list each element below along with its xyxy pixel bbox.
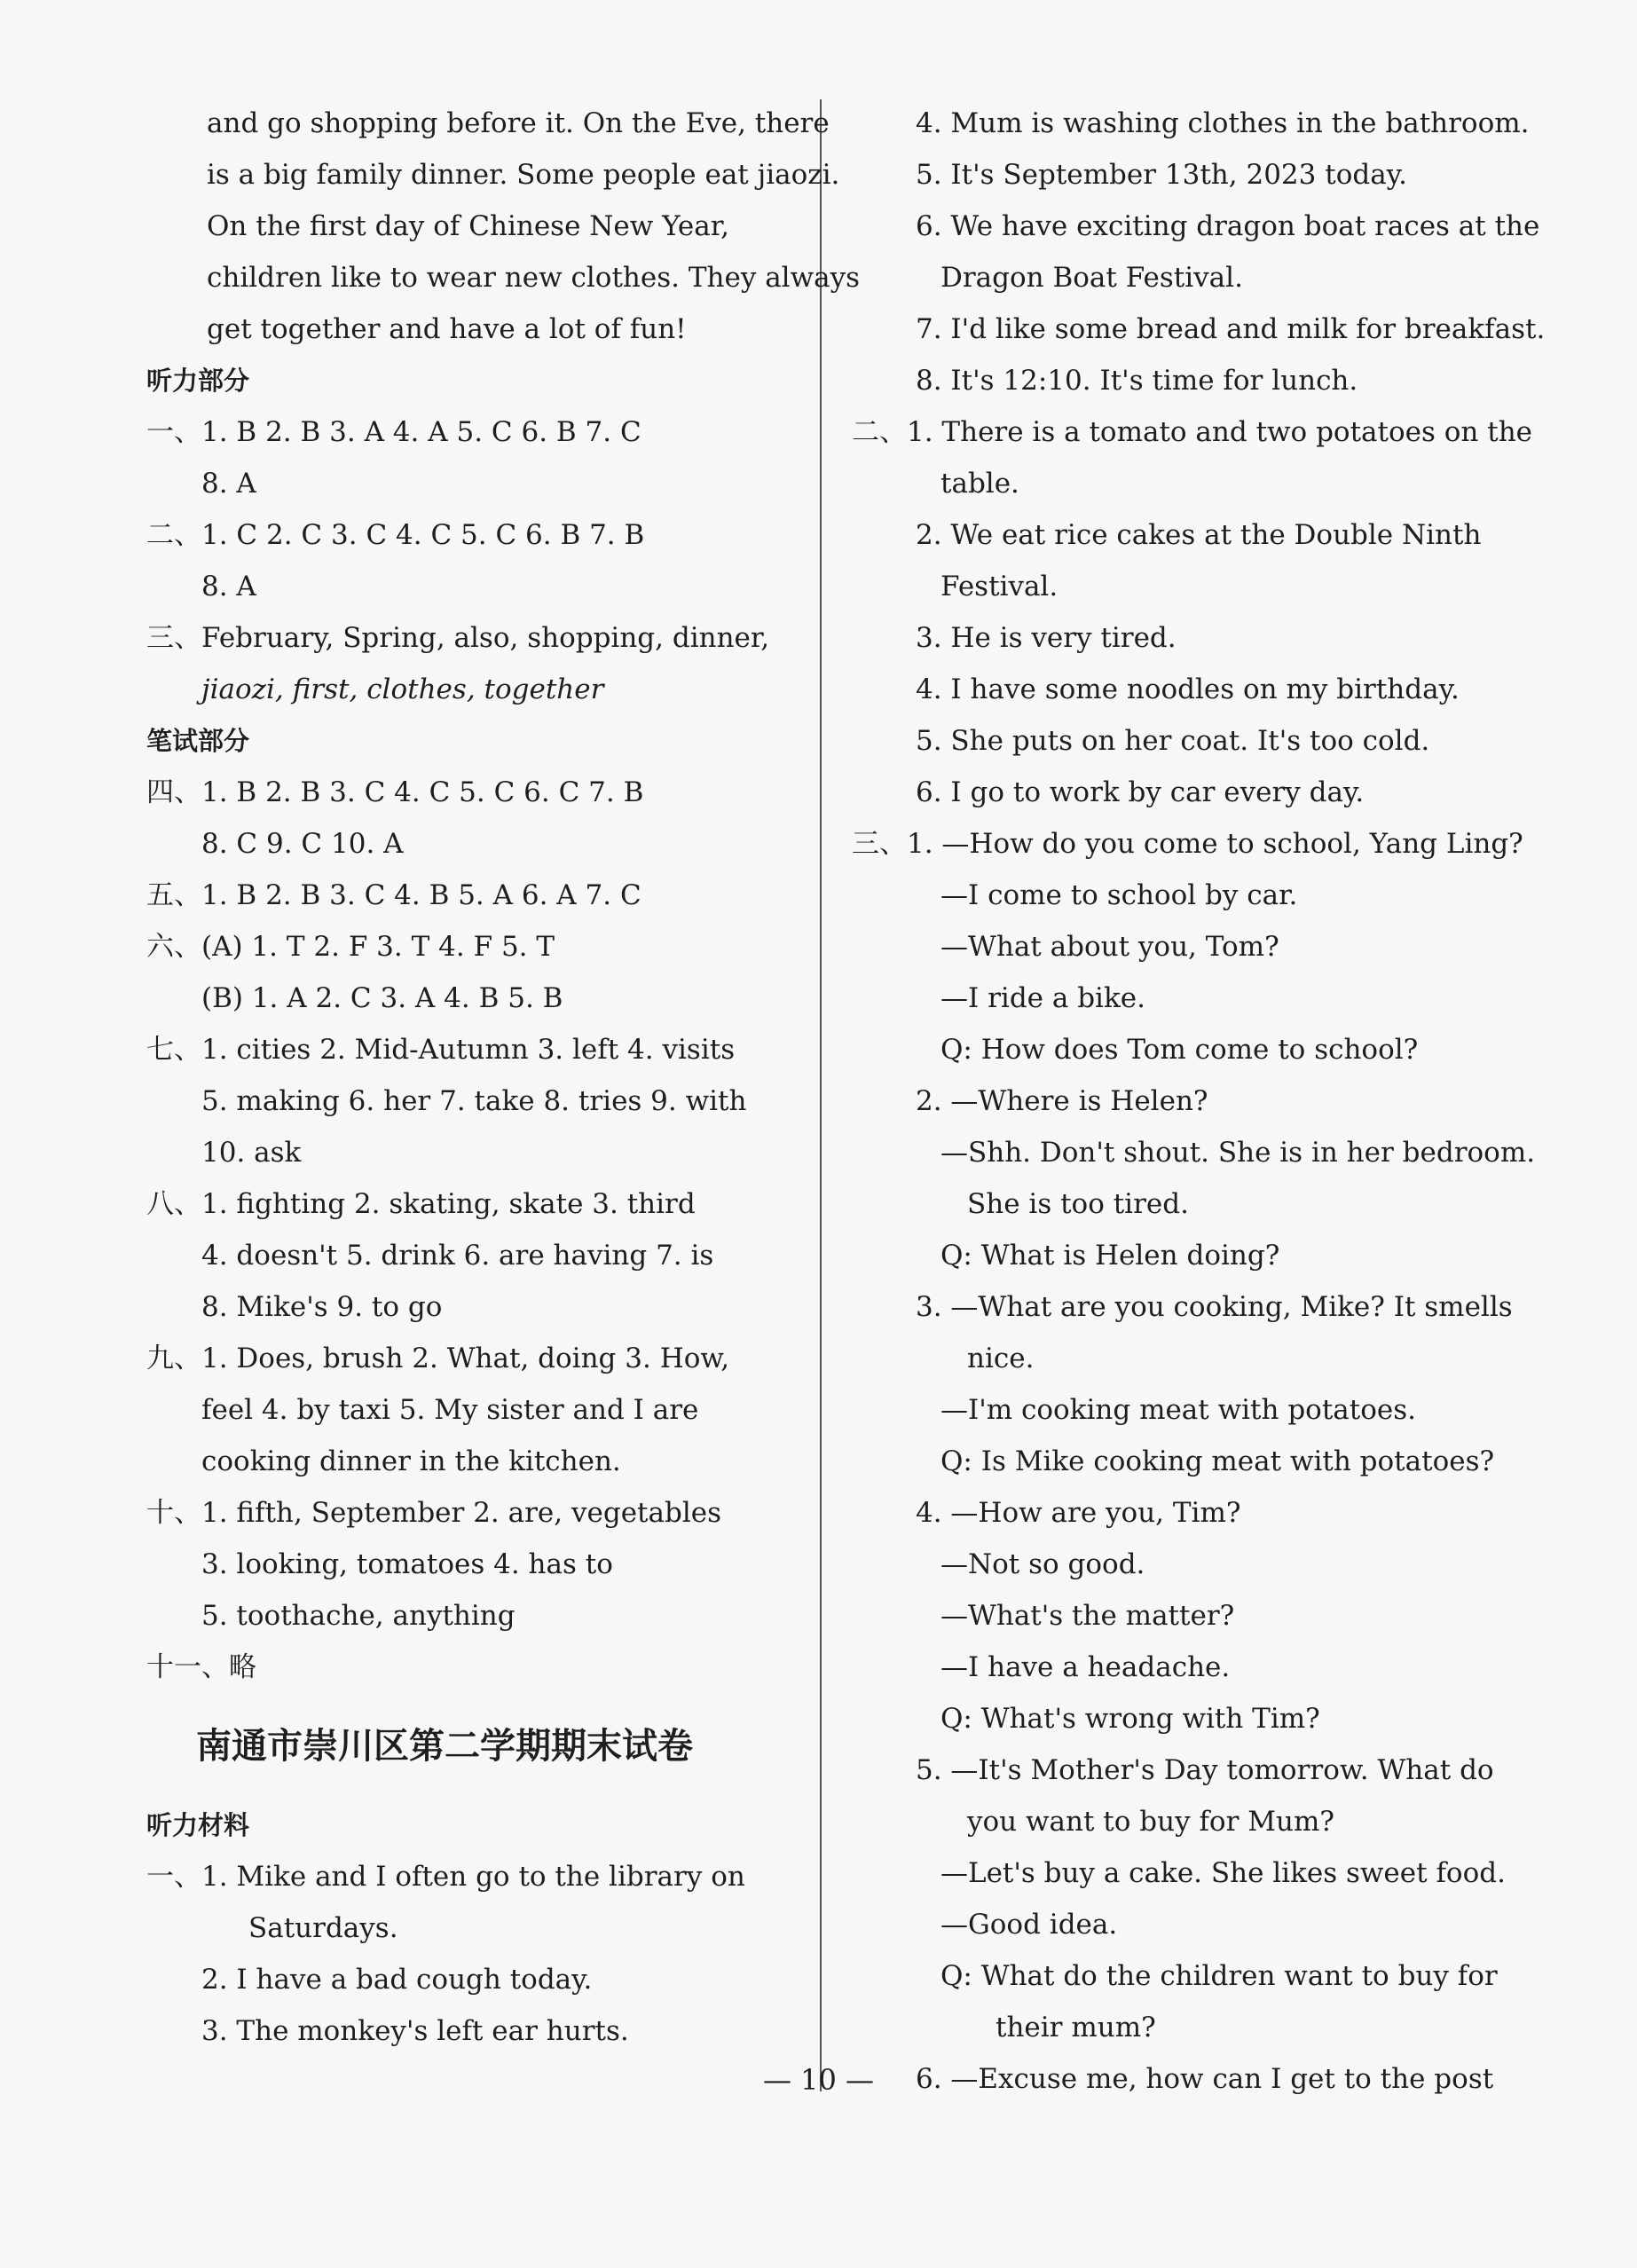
material-line: 2. I have a bad cough today. [201,1964,593,1996]
material-line: 4. Mum is washing clothes in the bathroom. [916,107,1530,139]
answer-line: 八、1. fighting 2. skating, skate 3. third [146,1188,696,1220]
material-line: 3. He is very tired. [916,622,1177,654]
material-line: 5. She puts on her coat. It's too cold. [916,725,1430,757]
page-number: — 10 — [762,2063,875,2097]
answer-line: 三、February, Spring, also, shopping, dinner, [146,622,770,654]
question-line: Q: What do the children want to buy for [940,1960,1498,1992]
answer-line: 七、1. cities 2. Mid-Autumn 3. left 4. visits [146,1034,736,1066]
material-line: 4. I have some noodles on my birthday. [916,673,1460,705]
answer-line: 十、1. fifth, September 2. are, vegetables [146,1497,721,1529]
material-line: Saturdays. [248,1912,398,1944]
answer-line: 5. making 6. her 7. take 8. tries 9. with [201,1085,747,1117]
answer-line: 8. Mike's 9. to go [201,1291,443,1323]
answer-line: 8. C 9. C 10. A [201,828,404,860]
passage-line: children like to wear new clothes. They always [207,262,861,294]
right-column [852,98,1546,2105]
answer-line: 九、1. Does, brush 2. What, doing 3. How, [146,1343,730,1374]
dialogue-line: 3. —What are you cooking, Mike? It smells [916,1291,1513,1323]
dialogue-line: 6. —Excuse me, how can I get to the post [916,2063,1494,2095]
question-line: their mum? [996,2012,1156,2044]
dialogue-line: —Good idea. [940,1909,1118,1941]
answer-line: 8. A [201,468,256,500]
answer-line: 4. doesn't 5. drink 6. are having 7. is [201,1240,714,1272]
dialogue-line: —I come to school by car. [940,879,1298,911]
dialogue-line: you want to buy for Mum? [967,1806,1334,1838]
dialogue-line: 4. —How are you, Tim? [916,1497,1241,1529]
material-line: table. [940,468,1019,500]
dialogue-line: —Let's buy a cake. She likes sweet food. [940,1857,1506,1889]
answer-line: 一、1. B 2. B 3. A 4. A 5. C 6. B 7. C [146,416,641,448]
material-line: 3. The monkey's left ear hurts. [201,2015,629,2047]
passage-line: get together and have a lot of fun! [207,313,687,345]
dialogue-line: nice. [967,1343,1035,1374]
material-line: 6. I go to work by car every day. [916,776,1365,808]
passage-line: is a big family dinner. Some people eat jiaozi. [207,159,840,191]
question-line: Q: What's wrong with Tim? [940,1703,1320,1735]
material-line: 8. It's 12:10. It's time for lunch. [916,365,1358,397]
dialogue-line: She is too tired. [967,1188,1189,1220]
dialogue-line: —What about you, Tom? [940,931,1279,963]
material-heading: 听力材料 [146,1810,250,1840]
dialogue-line: —Not so good. [940,1548,1145,1580]
dialogue-line: —Shh. Don't shout. She is in her bedroom. [940,1137,1536,1169]
column-divider [820,99,822,2091]
material-line: Festival. [940,571,1059,602]
material-line: 5. It's September 13th, 2023 today. [916,159,1407,191]
question-line: Q: Is Mike cooking meat with potatoes? [940,1445,1495,1477]
dialogue-line: 2. —Where is Helen? [916,1085,1208,1117]
material-line: 2. We eat rice cakes at the Double Ninth [916,519,1482,551]
section-title: 南通市崇川区第二学期期末试卷 [196,1726,693,1767]
material-line: 7. I'd like some bread and milk for breakfast. [916,313,1546,345]
answer-line: 四、1. B 2. B 3. C 4. C 5. C 6. C 7. B [146,776,644,808]
answer-line: 3. looking, tomatoes 4. has to [201,1548,613,1580]
material-line: 二、1. There is a tomato and two potatoes on the [852,416,1533,448]
answer-line: 5. toothache, anything [201,1600,515,1632]
dialogue-line: 5. —It's Mother's Day tomorrow. What do [916,1754,1494,1786]
listening-heading: 听力部分 [146,366,250,396]
answer-line: cooking dinner in the kitchen. [201,1445,621,1477]
left-column [146,98,861,2057]
answer-line: 二、1. C 2. C 3. C 4. C 5. C 6. B 7. B [146,519,645,551]
material-line: 一、1. Mike and I often go to the library on [146,1861,745,1893]
question-line: Q: What is Helen doing? [940,1240,1280,1272]
answer-line: 8. A [201,571,256,602]
material-line: 6. We have exciting dragon boat races at the [916,210,1540,242]
dialogue-line: —I ride a bike. [940,982,1145,1014]
dialogue-line: —I'm cooking meat with potatoes. [940,1394,1417,1426]
passage-line: and go shopping before it. On the Eve, there [207,107,830,139]
answer-line: 十一、略 [146,1651,256,1683]
answer-line: (B) 1. A 2. C 3. A 4. B 5. B [201,982,563,1014]
passage-line: On the first day of Chinese New Year, [207,210,729,242]
question-line: Q: How does Tom come to school? [940,1034,1419,1066]
writing-heading: 笔试部分 [146,726,250,756]
answer-line: 五、1. B 2. B 3. C 4. B 5. A 6. A 7. C [146,879,641,911]
dialogue-line: —What's the matter? [940,1600,1235,1632]
dialogue-line: —I have a headache. [940,1651,1231,1683]
answer-line: feel 4. by taxi 5. My sister and I are [201,1394,699,1426]
dialogue-line: 三、1. —How do you come to school, Yang Ling? [852,828,1523,860]
answer-line: 六、(A) 1. T 2. F 3. T 4. F 5. T [146,931,555,963]
answer-line: 10. ask [201,1137,302,1169]
answer-line: jiaozi, first, clothes, together [201,673,604,705]
material-line: Dragon Boat Festival. [940,262,1243,294]
